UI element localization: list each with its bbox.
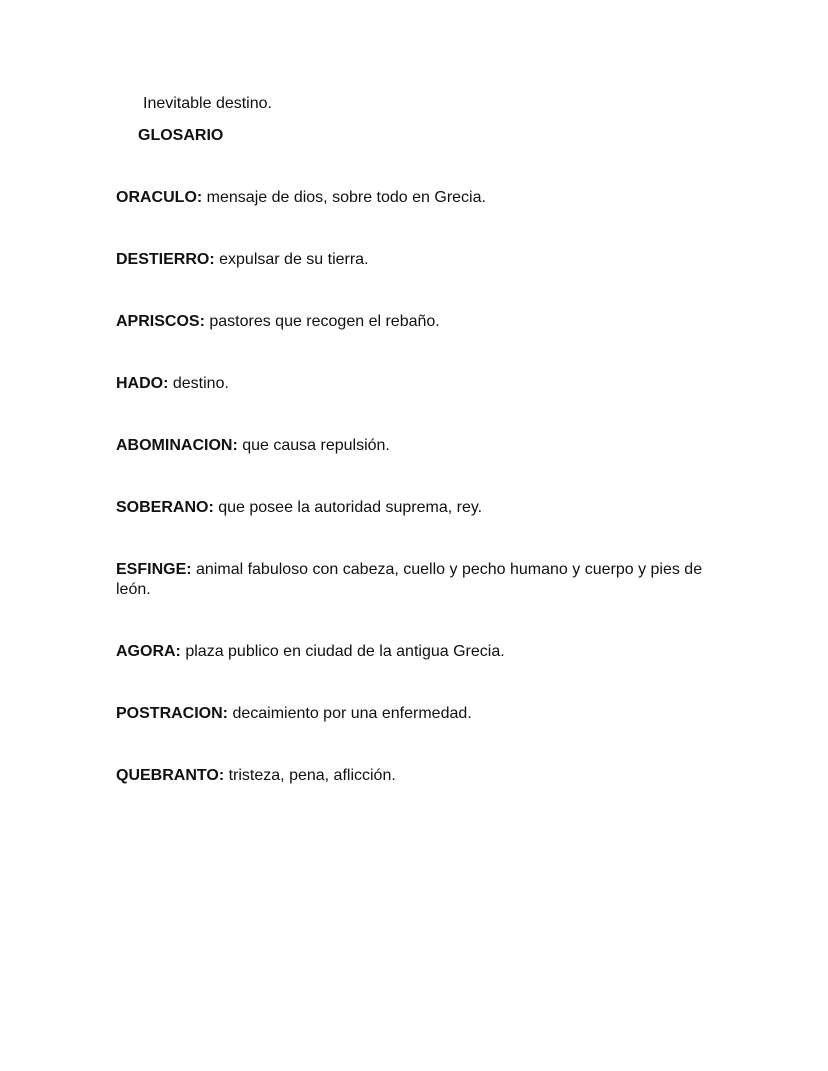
term: APRISCOS: (116, 313, 205, 330)
glossary-entry-quebranto (116, 766, 720, 786)
glossary-entry-destierro (116, 250, 720, 270)
glossary-entry-soberano (116, 498, 720, 518)
term: DESTIERRO: (116, 251, 215, 268)
definition: pastores que recogen el rebaño. (204, 313, 440, 330)
definition: decaimiento por una enfermedad. (228, 705, 472, 722)
intro-text: Inevitable destino. (143, 95, 272, 112)
definition: plaza publico en ciudad de la antigua Grecia. (180, 643, 505, 660)
term: ORACULO: (116, 189, 203, 206)
definition: expulsar de su tierra. (214, 251, 369, 268)
definition: que posee la autoridad suprema, rey. (213, 499, 483, 516)
definition: que causa repulsión. (237, 437, 390, 454)
term: POSTRACION: (116, 705, 228, 722)
definition: tristeza, pena, aflicción. (224, 767, 396, 784)
glossary-title: GLOSARIO (138, 127, 224, 144)
glossary-entry-esfinge (116, 560, 720, 600)
term: HADO: (116, 375, 169, 392)
definition: mensaje de dios, sobre todo en Grecia. (202, 189, 486, 206)
glossary-entry-agora (116, 642, 720, 662)
glossary-entry-oraculo (116, 188, 720, 208)
term: AGORA: (116, 643, 181, 660)
glossary-entry-abominacion (116, 436, 720, 456)
term: ESFINGE: (116, 561, 192, 578)
glossary-entry-postracion (116, 704, 720, 724)
glossary-entry-apriscos (116, 312, 720, 332)
term: SOBERANO: (116, 499, 214, 516)
definition: animal fabuloso con cabeza, cuello y pecho humano y cuerpo y pies de león. (116, 561, 703, 598)
term: QUEBRANTO: (116, 767, 225, 784)
glossary-entry-hado (116, 374, 720, 394)
term: ABOMINACION: (116, 437, 238, 454)
definition: destino. (168, 375, 229, 392)
